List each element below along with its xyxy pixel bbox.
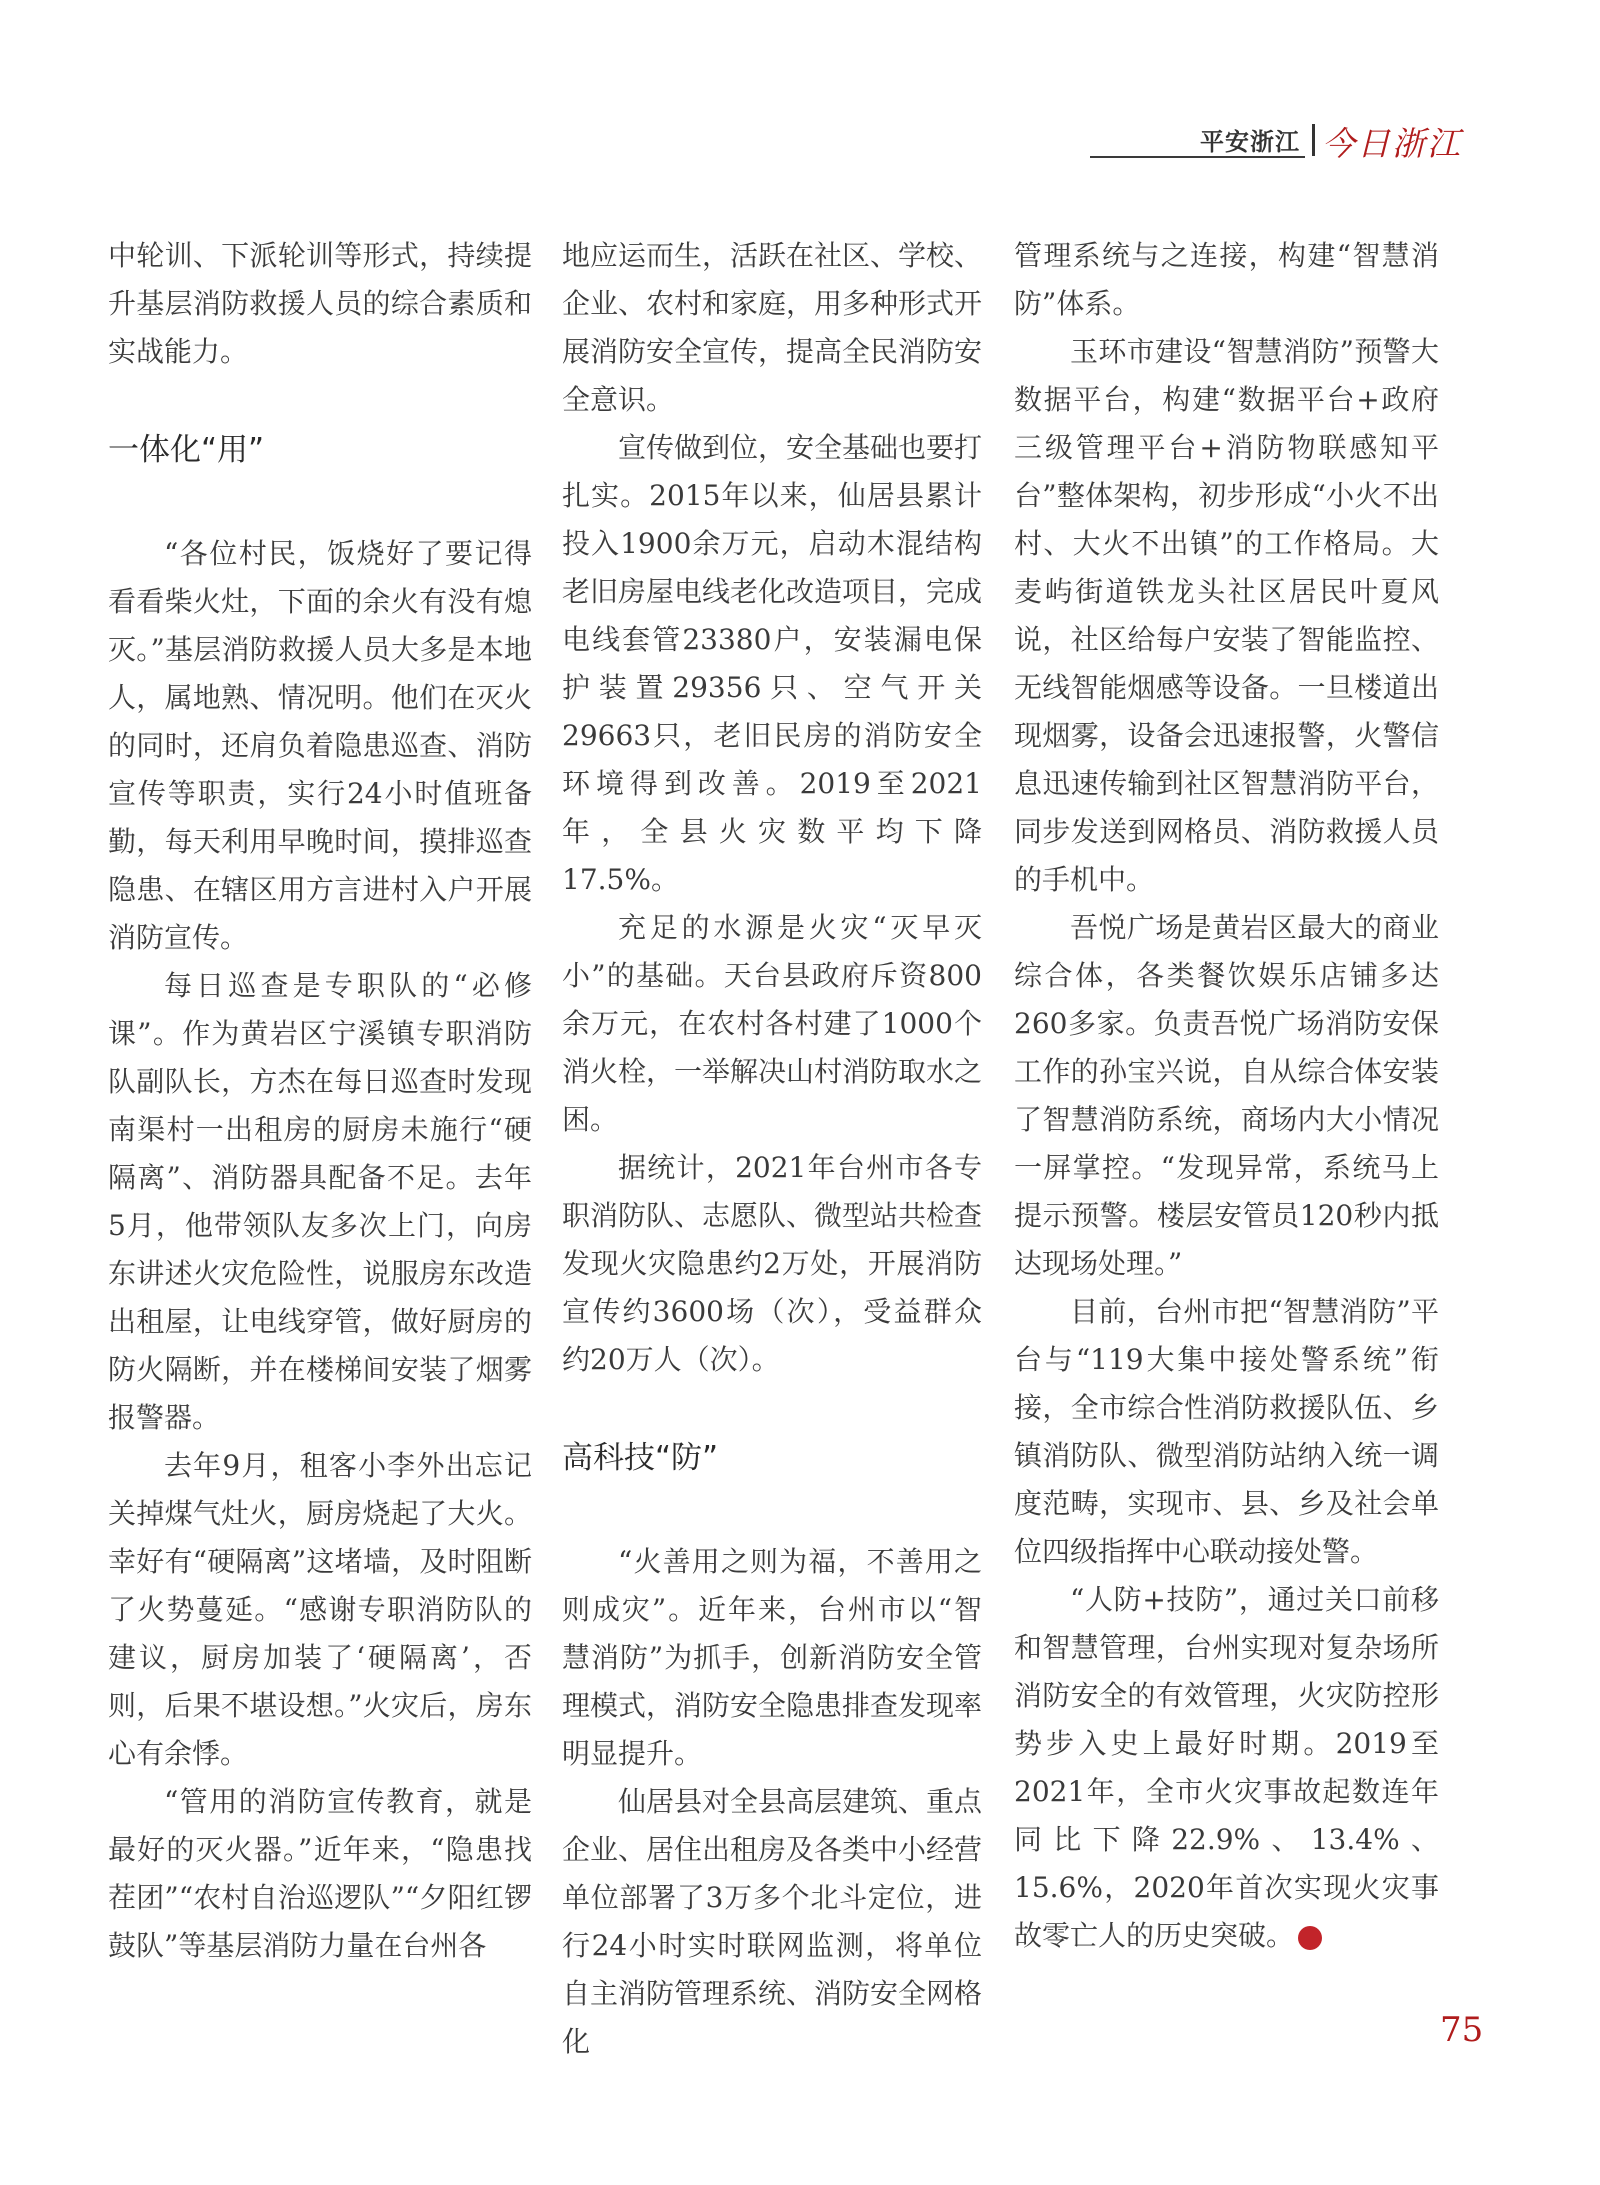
section-heading: 一体化“用”: [108, 432, 265, 468]
header-separator: [1312, 124, 1315, 156]
masthead-logo: 今日浙江: [1322, 124, 1462, 163]
paragraph: 宣传做到位，安全基础也要打扎实。2015年以来，仙居县累计投入1900余万元，启动木混结构老旧房屋电线老化改造项目，完成电线套管23380户，安装漏电保护装置29356只、空气开关29663只，老旧民房的消防安全环境得到改善。2019至2021年，全县火灾数平均下降17.5%。: [562, 431, 983, 896]
page-number: 75: [1440, 2010, 1484, 2050]
paragraph: 充足的水源是火灾“灭早灭小”的基础。天台县政府斥资800余万元，在农村各村建了1000个消火栓，一举解决山村消防取水之困。: [562, 911, 983, 1136]
paragraph: “管用的消防宣传教育，就是最好的灭火器。”近年来，“隐患找茬团”“农村自治巡逻队”“夕阳红锣鼓队”等基层消防力量在台州各: [108, 1785, 532, 1962]
paragraph: “各位村民，饭烧好了要记得看看柴火灶，下面的余火有没有熄灭。”基层消防救援人员大多是本地人，属地熟、情况明。他们在灭火的同时，还肩负着隐患巡查、消防宣传等职责，实行24小时值班备勤，每天利用早晚时间，摸排巡查隐患、在辖区用方言进村入户开展消防宣传。: [108, 537, 532, 954]
paragraph: 玉环市建设“智慧消防”预警大数据平台，构建“数据平台+政府三级管理平台+消防物联感知平台”整体架构，初步形成“小火不出村、大火不出镇”的工作格局。大麦屿街道铁龙头社区居民叶夏风说，社区给每户安装了智能监控、无线智能烟感等设备。一旦楼道出现烟雾，设备会迅速报警，火警信息迅速传输到社区智慧消防平台，同步发送到网格员、消防救援人员的手机中。: [1014, 335, 1439, 896]
section-heading: 高科技“防”: [562, 1440, 719, 1476]
paragraph: “火善用之则为福，不善用之则成灾”。近年来，台州市以“智慧消防”为抓手，创新消防安全管理模式，消防安全隐患排查发现率明显提升。: [562, 1545, 983, 1770]
section-name: 平安浙江: [1200, 128, 1300, 156]
paragraph-text: “人防+技防”，通过关口前移和智慧管理，台州实现对复杂场所消防安全的有效管理，火灾防控形势步入史上最好时期。2019至2021年，全市火灾事故起数连年同比下降22.9%、13.4%、15.6%，2020年首次实现火灾事故零亡人的历史突破。: [1014, 1583, 1439, 1952]
page-header: [1090, 122, 1470, 164]
column-1: [108, 232, 532, 1970]
end-mark-icon: 今: [1298, 1926, 1322, 1950]
paragraph: 地应运而生，活跃在社区、学校、企业、农村和家庭，用多种形式开展消防安全宣传，提高全民消防安全意识。: [562, 239, 983, 416]
paragraph: 吾悦广场是黄岩区最大的商业综合体，各类餐饮娱乐店铺多达260多家。负责吾悦广场消防安保工作的孙宝兴说，自从综合体安装了智慧消防系统，商场内大小情况一屏掌控。“发现异常，系统马上提示预警。楼层安管员120秒内抵达现场处理。”: [1014, 911, 1439, 1280]
paragraph: 管理系统与之连接，构建“智慧消防”体系。: [1014, 239, 1439, 320]
paragraph: 中轮训、下派轮训等形式，持续提升基层消防救援人员的综合素质和实战能力。: [108, 239, 532, 368]
column-3: [1014, 232, 1439, 1960]
paragraph: 仙居县对全县高层建筑、重点企业、居住出租房及各类中小经营单位部署了3万多个北斗定位，进行24小时实时联网监测，将单位自主消防管理系统、消防安全网格化: [562, 1785, 983, 2058]
paragraph: 去年9月，租客小李外出忘记关掉煤气灶火，厨房烧起了大火。幸好有“硬隔离”这堵墙，及时阻断了火势蔓延。“感谢专职消防队的建议，厨房加装了‘硬隔离’，否则，后果不堪设想。”火灾后，房东心有余悸。: [108, 1449, 532, 1770]
paragraph: 每日巡查是专职队的“必修课”。作为黄岩区宁溪镇专职消防队副队长，方杰在每日巡查时发现南渠村一出租房的厨房未施行“硬隔离”、消防器具配备不足。去年5月，他带领队友多次上门，向房东讲述火灾危险性，说服房东改造出租屋，让电线穿管，做好厨房的防火隔断，并在楼梯间安装了烟雾报警器。: [108, 969, 532, 1434]
column-2: [562, 232, 982, 2066]
paragraph: 目前，台州市把“智慧消防”平台与“119大集中接处警系统”衔接，全市综合性消防救援队伍、乡镇消防队、微型消防站纳入统一调度范畴，实现市、县、乡及社会单位四级指挥中心联动接处警。: [1014, 1295, 1439, 1568]
paragraph: [1014, 1576, 1439, 1960]
paragraph: 据统计，2021年台州市各专职消防队、志愿队、微型站共检查发现火灾隐患约2万处，开展消防宣传约3600场（次），受益群众约20万人（次）。: [562, 1151, 983, 1376]
